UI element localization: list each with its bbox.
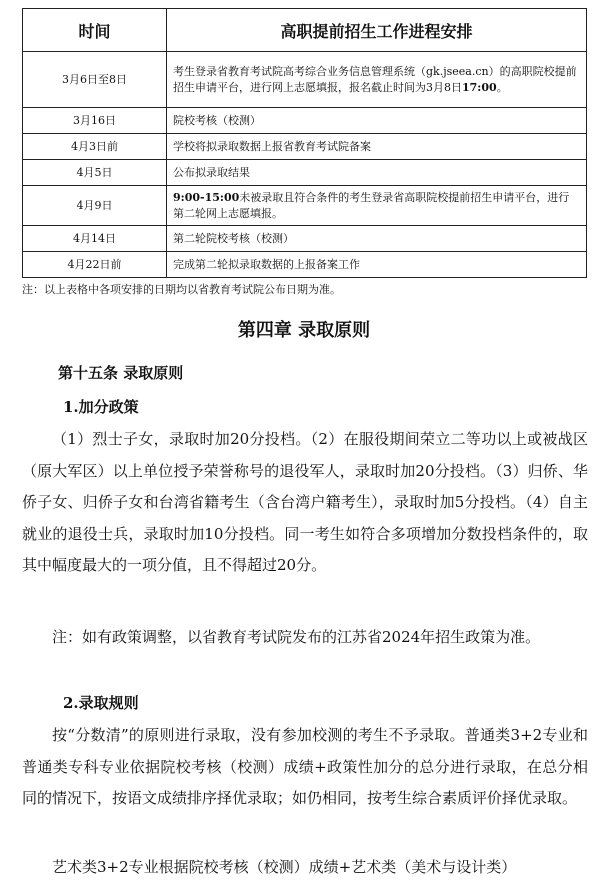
row-content-text: 未被录取且符合条件的考生登录省高职院校提前招生申请平台，进行第二轮网上志愿填报。 <box>173 190 570 220</box>
row-time: 4月5日 <box>23 160 167 186</box>
row-content: 完成第二轮拟录取数据的上报备案工作 <box>167 252 587 278</box>
row-time: 3月16日 <box>23 108 167 134</box>
section-1-paragraph: （1）烈士子女，录取时加20分投档。（2）在服役期间荣立二等功以上或被战区（原大军区）以上单位授予荣誉称号的退役军人，录取时加20分投档。（3）归侨、华侨子女、归侨子女和台湾省籍考生（含台湾户籍考生），录取时加5分投档。（4）自主就业的退役士兵，录取时加10分投档。同一考生如符合多项增加分数投档条件的，取其中幅度最大的一项分值，且不得超过20分。 <box>22 430 588 574</box>
chapter-title: 第四章 录取原则 <box>237 320 371 341</box>
section-1-note: 注：如有政策调整，以省教育考试院发布的江苏省2024年招生政策为准。 <box>52 628 541 646</box>
table-row <box>23 186 587 226</box>
row-time: 4月9日 <box>23 186 167 226</box>
header-schedule: 高职提前招生工作进程安排 <box>167 9 587 52</box>
row-content <box>167 186 587 226</box>
section-2-paragraph: 按“分数清”的原则进行录取，没有参加校测的考生不予录取。普通类3+2专业和普通类专科专业依据院校考核（校测）成绩+政策性加分的总分进行录取，在总分相同的情况下，按语文成绩排序择优录取；如仍相同，按考生综合素质评价择优录取。 <box>22 726 588 807</box>
section-1-title: 1.加分政策 <box>63 398 139 416</box>
row-time: 4月14日 <box>23 226 167 252</box>
row-content-text: 考生登录省教育考试院高考综合业务信息管理系统（gk.jseea.cn）的高职院校提前招生申请平台，进行网上志愿填报，报名截止时间为3月8日 <box>173 64 577 94</box>
row-content: 院校考核（校测） <box>167 108 587 134</box>
row-time: 3月6日至8日 <box>23 52 167 108</box>
row-content <box>167 52 587 108</box>
row-time: 4月22日前 <box>23 252 167 278</box>
article-title: 第十五条 录取原则 <box>58 364 184 382</box>
section-2-paragraph-2: 艺术类3+2专业根据院校考核（校测）成绩+艺术类（美术与设计类） <box>52 858 517 876</box>
header-time: 时间 <box>23 9 167 52</box>
table-header-row <box>23 9 587 52</box>
row-content: 第二轮院校考核（校测） <box>167 226 587 252</box>
row-content-end: 。 <box>496 80 508 94</box>
row-content-time-range: 9:00-15:00 <box>173 190 240 204</box>
row-content: 公布拟录取结果 <box>167 160 587 186</box>
schedule-table <box>22 8 587 278</box>
table-row <box>23 108 587 134</box>
table-row <box>23 252 587 278</box>
row-content: 学校将拟录取数据上报省教育考试院备案 <box>167 134 587 160</box>
row-time: 4月3日前 <box>23 134 167 160</box>
table-note: 注：以上表格中各项安排的日期均以省教育考试院公布日期为准。 <box>22 283 341 296</box>
table-row <box>23 52 587 108</box>
row-content-deadline: 17:00 <box>462 80 497 94</box>
table-row <box>23 226 587 252</box>
table-row <box>23 160 587 186</box>
table-row <box>23 134 587 160</box>
section-2-title: 2.录取规则 <box>63 694 139 712</box>
